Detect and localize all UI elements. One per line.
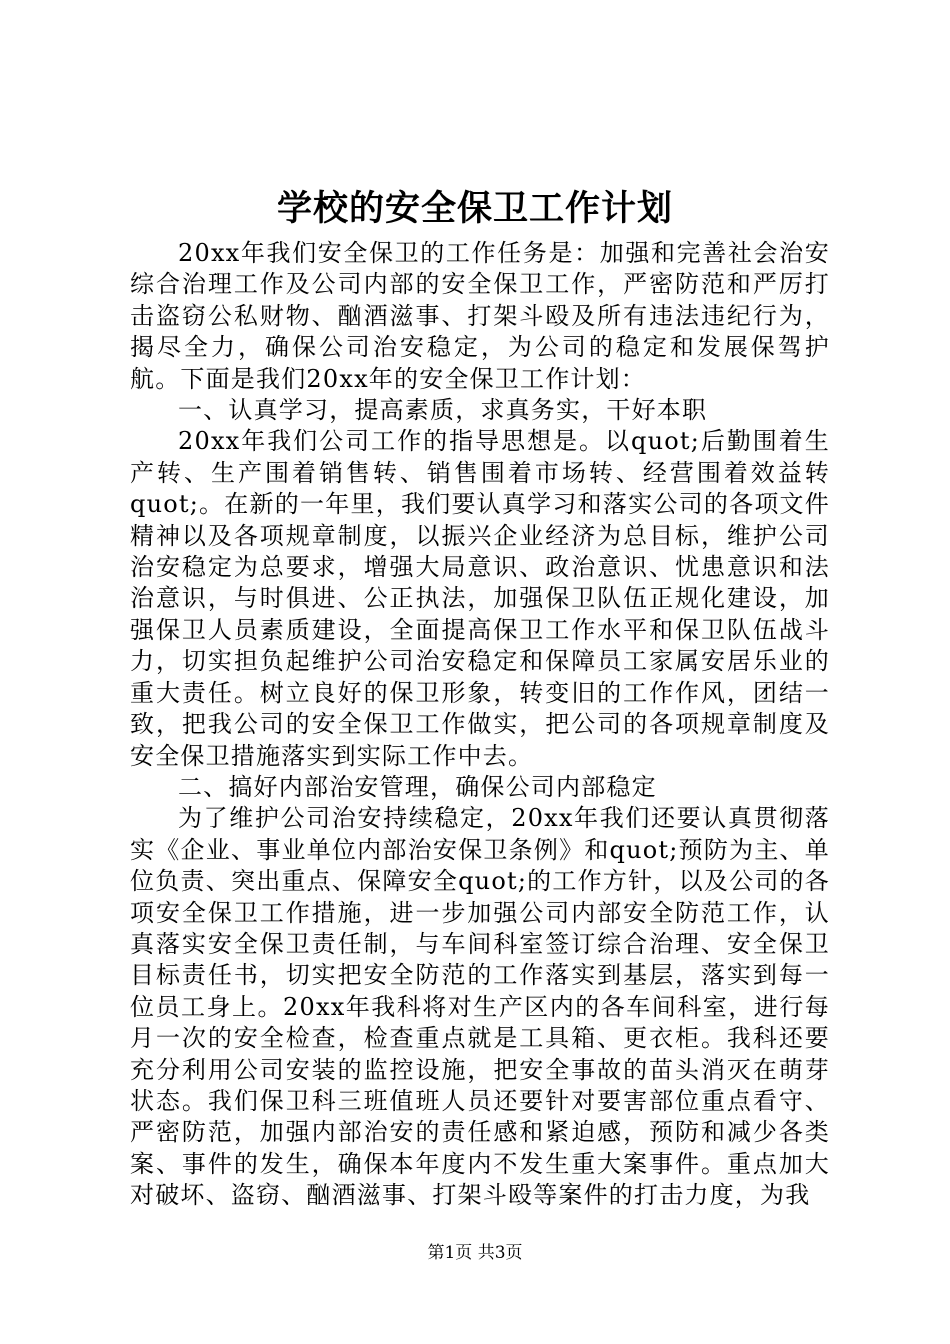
paragraph-section-1: 20xx年我们公司工作的指导思想是。以quot;后勤围着生产转、生产围着销售转、销售围着市场转、经营围着效益转quot;。在新的一年里，我们要认真学习和落实公司的各项文件精神以及各项规章制度，以振兴企业经济为总目标，维护公司治安稳定为总要求，增强大局意识、政治意识、忧患意识和法治意识，与时俱进、公正执法，加强保卫队伍正规化建设，加强保卫人员素质建设，全面提高保卫工作水平和保卫队伍战斗力，切实担负起维护公司治安稳定和保障员工家属安居乐业的重大责任。树立良好的保卫形象，转变旧的工作作风，团结一致，把我公司的安全保卫工作做实，把公司的各项规章制度及安全保卫措施落实到实际工作中去。 <box>130 427 830 770</box>
page-footer: 第1页 共3页 <box>427 1243 523 1263</box>
section-heading-2: 二、搞好内部治安管理，确保公司内部稳定 <box>178 772 657 801</box>
section-heading-1: 一、认真学习，提高素质，求真务实，干好本职 <box>178 396 708 425</box>
paragraph-section-2: 为了维护公司治安持续稳定，20xx年我们还要认真贯彻落实《企业、事业单位内部治安保卫条例》和quot;预防为主、单位负责、突出重点、保障安全quot;的工作方针，以及公司的各项安全保卫工作措施，进一步加强公司内部安全防范工作，认真落实安全保卫责任制，与车间科室签订综合治理、安全保卫目标责任书，切实把安全防范的工作落实到基层，落实到每一位员工身上。20xx年我科将对生产区内的各车间科室，进行每月一次的安全检查，检查重点就是工具箱、更衣柜。我科还要充分利用公司安装的监控设施，把安全事故的苗头消灭在萌芽状态。我们保卫科三班值班人员还要针对要害部位重点看守、严密防范，加强内部治安的责任感和紧迫感，预防和减少各类案、事件的发生，确保本年度内不发生重大案事件。重点加大对破坏、盗窃、酗酒滋事、打架斗殴等案件的打击力度，为我 <box>130 804 830 1210</box>
paragraph-intro: 20xx年我们安全保卫的工作任务是：加强和完善社会治安综合治理工作及公司内部的安全保卫工作，严密防范和严厉打击盗窃公私财物、酗酒滋事、打架斗殴及所有违法违纪行为，揭尽全力，确保公司治安稳定，为公司的稳定和发展保驾护航。下面是我们20xx年的安全保卫工作计划： <box>130 239 830 393</box>
document-body <box>130 238 830 1212</box>
document-title: 学校的安全保卫工作计划 <box>276 188 673 229</box>
